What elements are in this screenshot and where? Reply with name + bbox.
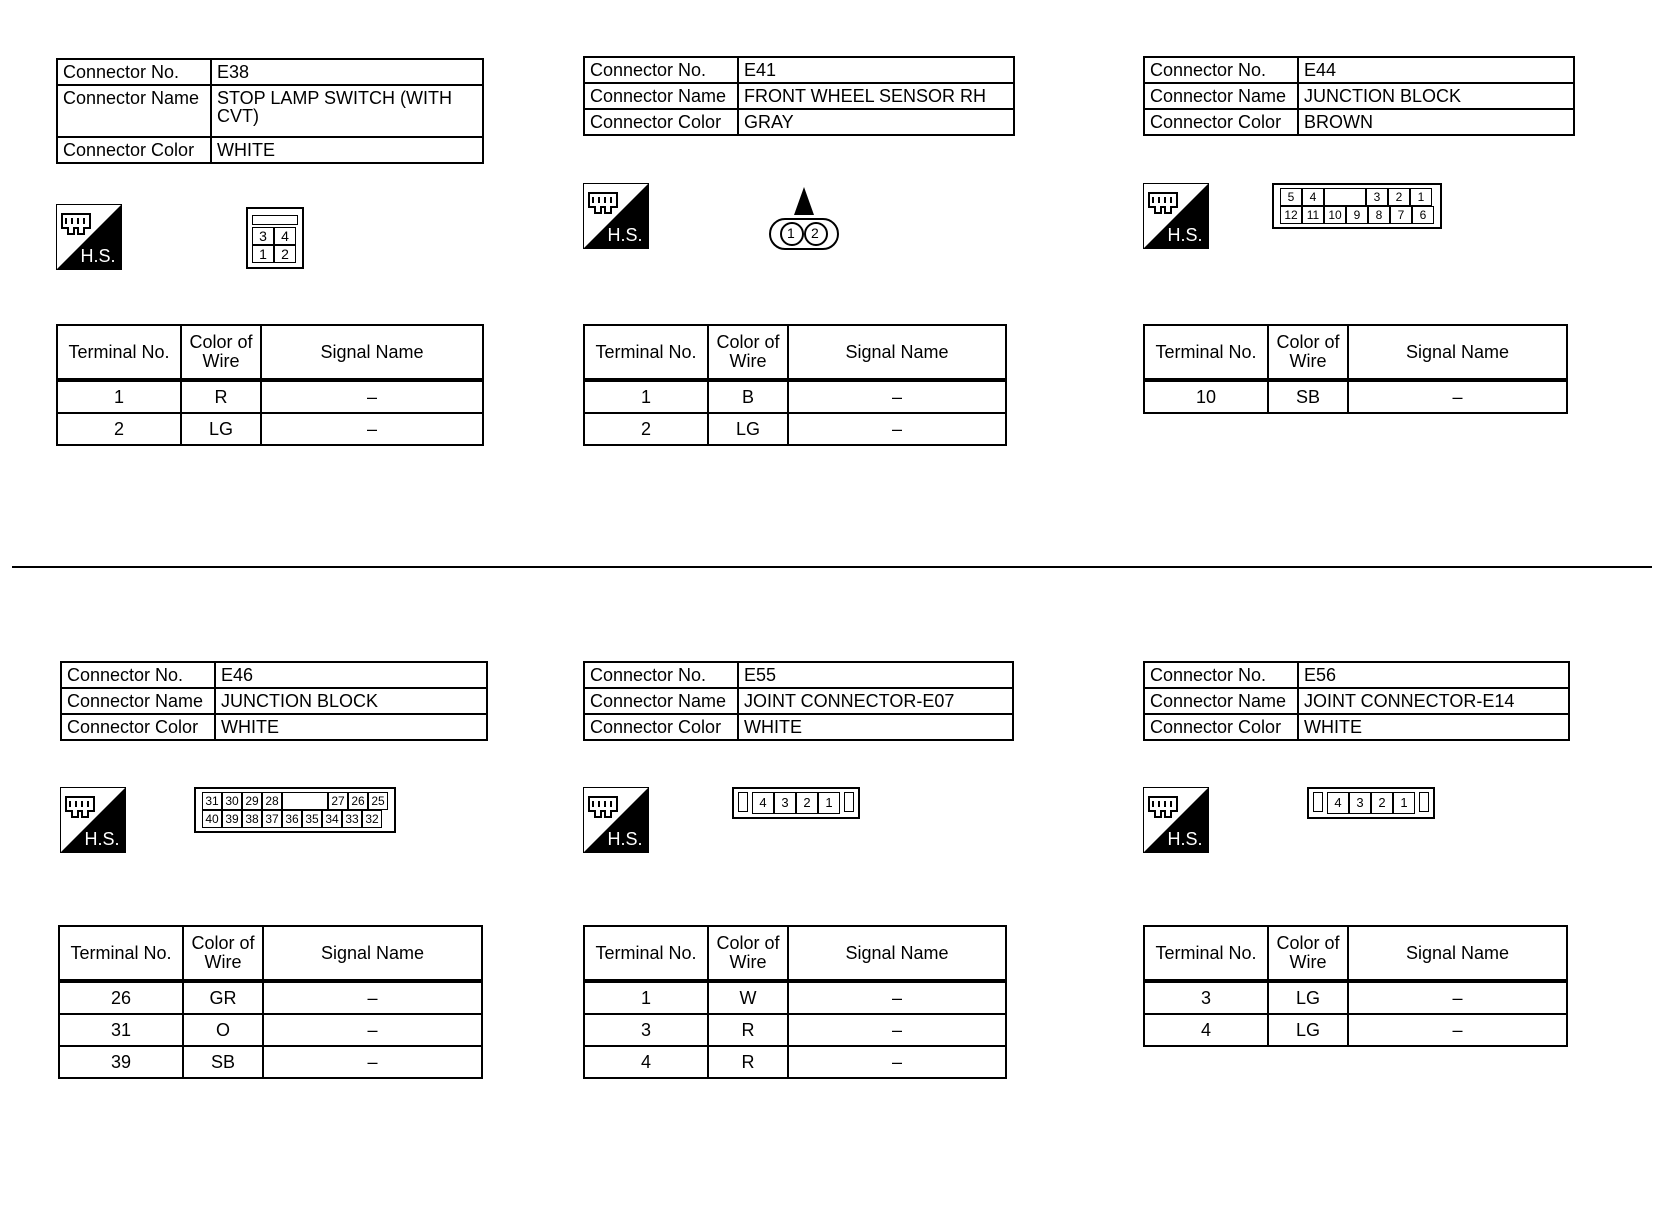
cell-signal: – (788, 1046, 1006, 1078)
pin-label: 34 (322, 810, 342, 828)
harness-side-icon (60, 787, 126, 853)
info-value-name: JUNCTION BLOCK (215, 688, 487, 714)
pin-label: 7 (1390, 206, 1412, 224)
cell-terminal: 1 (57, 380, 181, 413)
info-value-color: WHITE (738, 714, 1013, 740)
pin-label: 2 (274, 245, 296, 263)
svg-text:H.S.: H.S. (607, 225, 643, 245)
header-color-of-wire: Color of Wire (183, 926, 263, 981)
info-row-connector-no (57, 59, 483, 85)
terminal-table-header (59, 926, 482, 981)
cell-signal: – (263, 981, 482, 1014)
terminal-table (583, 324, 1007, 446)
info-value-color: GRAY (738, 109, 1014, 135)
info-value-color: WHITE (1298, 714, 1569, 740)
info-label: Connector Name (584, 688, 738, 714)
info-label: Connector No. (584, 57, 738, 83)
info-label: Connector Name (57, 85, 211, 137)
pin-label: 5 (1280, 188, 1302, 206)
info-value-color: WHITE (215, 714, 487, 740)
pin-label: 40 (202, 810, 222, 828)
header-signal-name: Signal Name (788, 325, 1006, 380)
info-value-no: E56 (1298, 662, 1569, 688)
svg-text:H.S.: H.S. (80, 246, 116, 266)
terminal-table-header (1144, 325, 1567, 380)
cell-wire-color: B (708, 380, 788, 413)
cell-signal: – (1348, 380, 1567, 413)
header-color-of-wire: Color of Wire (1268, 325, 1348, 380)
pin-label: 4 (752, 792, 774, 814)
cell-wire-color: W (708, 981, 788, 1014)
info-value-no: E38 (211, 59, 483, 85)
info-row-connector-color (1144, 714, 1569, 740)
terminal-table (583, 925, 1007, 1079)
table-row (57, 413, 483, 445)
info-row-connector-color (584, 714, 1013, 740)
terminal-table (1143, 925, 1568, 1047)
cell-terminal: 2 (584, 413, 708, 445)
pin-label: 1 (787, 225, 795, 241)
connector-face (194, 787, 396, 833)
pin-label: 1 (1410, 188, 1432, 206)
info-label: Connector Color (1144, 109, 1298, 135)
table-row (59, 1046, 482, 1078)
latch-mark (1419, 792, 1429, 812)
pin-label: 26 (348, 792, 368, 810)
terminal-table-header (584, 926, 1006, 981)
connector-face-svg (766, 183, 842, 255)
cell-signal: – (261, 380, 483, 413)
info-row-connector-no (584, 57, 1014, 83)
info-row-connector-name (1144, 83, 1574, 109)
cell-wire-color: LG (181, 413, 261, 445)
pin-label: 4 (1327, 792, 1349, 814)
info-row-connector-no (1144, 662, 1569, 688)
pin-label: 4 (274, 227, 296, 245)
info-value-name: JOINT CONNECTOR-E14 (1298, 688, 1569, 714)
table-row (584, 380, 1006, 413)
pin-label: 36 (282, 810, 302, 828)
cell-terminal: 1 (584, 380, 708, 413)
cell-wire-color: LG (1268, 1014, 1348, 1046)
info-row-connector-color (57, 137, 483, 163)
cell-wire-color: LG (708, 413, 788, 445)
pin-label: 6 (1412, 206, 1434, 224)
info-label: Connector Color (584, 109, 738, 135)
cell-terminal: 4 (1144, 1014, 1268, 1046)
info-row-connector-no (1144, 57, 1574, 83)
pin-label: 32 (362, 810, 382, 828)
header-terminal-no: Terminal No. (57, 325, 181, 380)
table-row (584, 413, 1006, 445)
connector-info-table (56, 58, 484, 164)
header-signal-name: Signal Name (1348, 325, 1567, 380)
header-terminal-no: Terminal No. (59, 926, 183, 981)
latch-mark (738, 792, 748, 812)
info-label: Connector No. (584, 662, 738, 688)
cell-wire-color: R (708, 1014, 788, 1046)
cell-terminal: 10 (1144, 380, 1268, 413)
info-label: Connector Name (1144, 688, 1298, 714)
table-row (57, 380, 483, 413)
info-value-color: BROWN (1298, 109, 1574, 135)
info-row-connector-name (584, 688, 1013, 714)
cell-terminal: 26 (59, 981, 183, 1014)
info-value-name: STOP LAMP SWITCH (WITH CVT) (211, 85, 483, 137)
connector-face (246, 207, 304, 269)
connector-info-table (583, 661, 1014, 741)
header-signal-name: Signal Name (788, 926, 1006, 981)
table-row (1144, 1014, 1567, 1046)
pin-label: 4 (1302, 188, 1324, 206)
cell-terminal: 31 (59, 1014, 183, 1046)
cell-wire-color: O (183, 1014, 263, 1046)
pin-label: 37 (262, 810, 282, 828)
table-row (584, 981, 1006, 1014)
info-row-connector-name (57, 85, 483, 137)
harness-side-icon (583, 183, 649, 249)
cell-signal: – (1348, 1014, 1567, 1046)
latch-mark (1313, 792, 1323, 812)
pin-label: 9 (1346, 206, 1368, 224)
pin-label: 3 (1366, 188, 1388, 206)
pin-label: 3 (1349, 792, 1371, 814)
table-row (59, 981, 482, 1014)
cell-terminal: 39 (59, 1046, 183, 1078)
info-row-connector-color (61, 714, 487, 740)
info-value-color: WHITE (211, 137, 483, 163)
info-value-no: E41 (738, 57, 1014, 83)
cell-terminal: 3 (584, 1014, 708, 1046)
connector-info-table (583, 56, 1015, 136)
svg-text:H.S.: H.S. (607, 829, 643, 849)
pin-label: 33 (342, 810, 362, 828)
info-value-no: E44 (1298, 57, 1574, 83)
info-value-no: E55 (738, 662, 1013, 688)
info-row-connector-name (1144, 688, 1569, 714)
info-label: Connector No. (61, 662, 215, 688)
cell-terminal: 4 (584, 1046, 708, 1078)
header-color-of-wire: Color of Wire (1268, 926, 1348, 981)
cell-signal: – (263, 1014, 482, 1046)
pin-label: 12 (1280, 206, 1302, 224)
cell-wire-color: R (708, 1046, 788, 1078)
terminal-table-header (584, 325, 1006, 380)
svg-text:H.S.: H.S. (1167, 225, 1203, 245)
harness-side-icon (1143, 183, 1209, 249)
header-terminal-no: Terminal No. (1144, 325, 1268, 380)
pin-label: 39 (222, 810, 242, 828)
header-terminal-no: Terminal No. (1144, 926, 1268, 981)
svg-text:H.S.: H.S. (1167, 829, 1203, 849)
info-label: Connector Name (1144, 83, 1298, 109)
pin-label: 28 (262, 792, 282, 810)
terminal-table-header (1144, 926, 1567, 981)
cell-terminal: 2 (57, 413, 181, 445)
cell-terminal: 3 (1144, 981, 1268, 1014)
table-row (59, 1014, 482, 1046)
connector-face (732, 787, 860, 819)
info-label: Connector Color (61, 714, 215, 740)
connector-info-table (1143, 56, 1575, 136)
header-signal-name: Signal Name (263, 926, 482, 981)
header-terminal-no: Terminal No. (584, 325, 708, 380)
info-row-connector-name (584, 83, 1014, 109)
pin-label: 27 (328, 792, 348, 810)
info-row-connector-color (584, 109, 1014, 135)
pin-label: 35 (302, 810, 322, 828)
header-color-of-wire: Color of Wire (181, 325, 261, 380)
cell-terminal: 1 (584, 981, 708, 1014)
cell-wire-color: SB (183, 1046, 263, 1078)
info-label: Connector No. (1144, 662, 1298, 688)
pin-label: 8 (1368, 206, 1390, 224)
terminal-table (56, 324, 484, 446)
cell-wire-color: LG (1268, 981, 1348, 1014)
cell-signal: – (788, 380, 1006, 413)
info-row-connector-no (61, 662, 487, 688)
pin-label: 25 (368, 792, 388, 810)
info-label: Connector Color (1144, 714, 1298, 740)
connector-face (1272, 183, 1442, 229)
pin-label: 2 (1371, 792, 1393, 814)
terminal-table (58, 925, 483, 1079)
harness-side-icon (56, 204, 122, 270)
connector-info-table (1143, 661, 1570, 741)
section-divider (12, 566, 1652, 568)
cell-wire-color: SB (1268, 380, 1348, 413)
table-row (1144, 981, 1567, 1014)
connector-info-table (60, 661, 488, 741)
connector-face (766, 183, 842, 260)
info-label: Connector No. (1144, 57, 1298, 83)
terminal-table (1143, 324, 1568, 414)
cell-signal: – (261, 413, 483, 445)
header-signal-name: Signal Name (1348, 926, 1567, 981)
pin-label: 11 (1302, 206, 1324, 224)
info-label: Connector No. (57, 59, 211, 85)
latch-mark (844, 792, 854, 812)
info-row-connector-name (61, 688, 487, 714)
svg-text:H.S.: H.S. (84, 829, 120, 849)
info-value-name: JUNCTION BLOCK (1298, 83, 1574, 109)
cell-wire-color: GR (183, 981, 263, 1014)
pin-label: 1 (252, 245, 274, 263)
pin-label: 2 (1388, 188, 1410, 206)
info-row-connector-color (1144, 109, 1574, 135)
pin-label: 3 (252, 227, 274, 245)
cell-signal: – (1348, 981, 1567, 1014)
cell-wire-color: R (181, 380, 261, 413)
cell-signal: – (788, 981, 1006, 1014)
table-row (1144, 380, 1567, 413)
header-signal-name: Signal Name (261, 325, 483, 380)
info-label: Connector Name (61, 688, 215, 714)
table-row (584, 1046, 1006, 1078)
info-value-name: FRONT WHEEL SENSOR RH (738, 83, 1014, 109)
pin-label: 30 (222, 792, 242, 810)
pin-label: 29 (242, 792, 262, 810)
pin-label: 31 (202, 792, 222, 810)
pin-label: 2 (796, 792, 818, 814)
connector-face (1307, 787, 1435, 819)
pin-label: 10 (1324, 206, 1346, 224)
harness-side-icon (583, 787, 649, 853)
info-value-name: JOINT CONNECTOR-E07 (738, 688, 1013, 714)
header-color-of-wire: Color of Wire (708, 926, 788, 981)
pin-label: 1 (1393, 792, 1415, 814)
pin-label (1324, 188, 1366, 206)
pin-label: 38 (242, 810, 262, 828)
info-value-no: E46 (215, 662, 487, 688)
harness-side-icon (1143, 787, 1209, 853)
pin-label: 2 (811, 225, 819, 241)
info-label: Connector Color (584, 714, 738, 740)
pin-label: 1 (818, 792, 840, 814)
header-color-of-wire: Color of Wire (708, 325, 788, 380)
terminal-table-header (57, 325, 483, 380)
info-label: Connector Color (57, 137, 211, 163)
header-terminal-no: Terminal No. (584, 926, 708, 981)
cell-signal: – (263, 1046, 482, 1078)
info-row-connector-no (584, 662, 1013, 688)
cell-signal: – (788, 1014, 1006, 1046)
info-label: Connector Name (584, 83, 738, 109)
cell-signal: – (788, 413, 1006, 445)
table-row (584, 1014, 1006, 1046)
pin-label: 3 (774, 792, 796, 814)
pin-label (282, 792, 328, 810)
